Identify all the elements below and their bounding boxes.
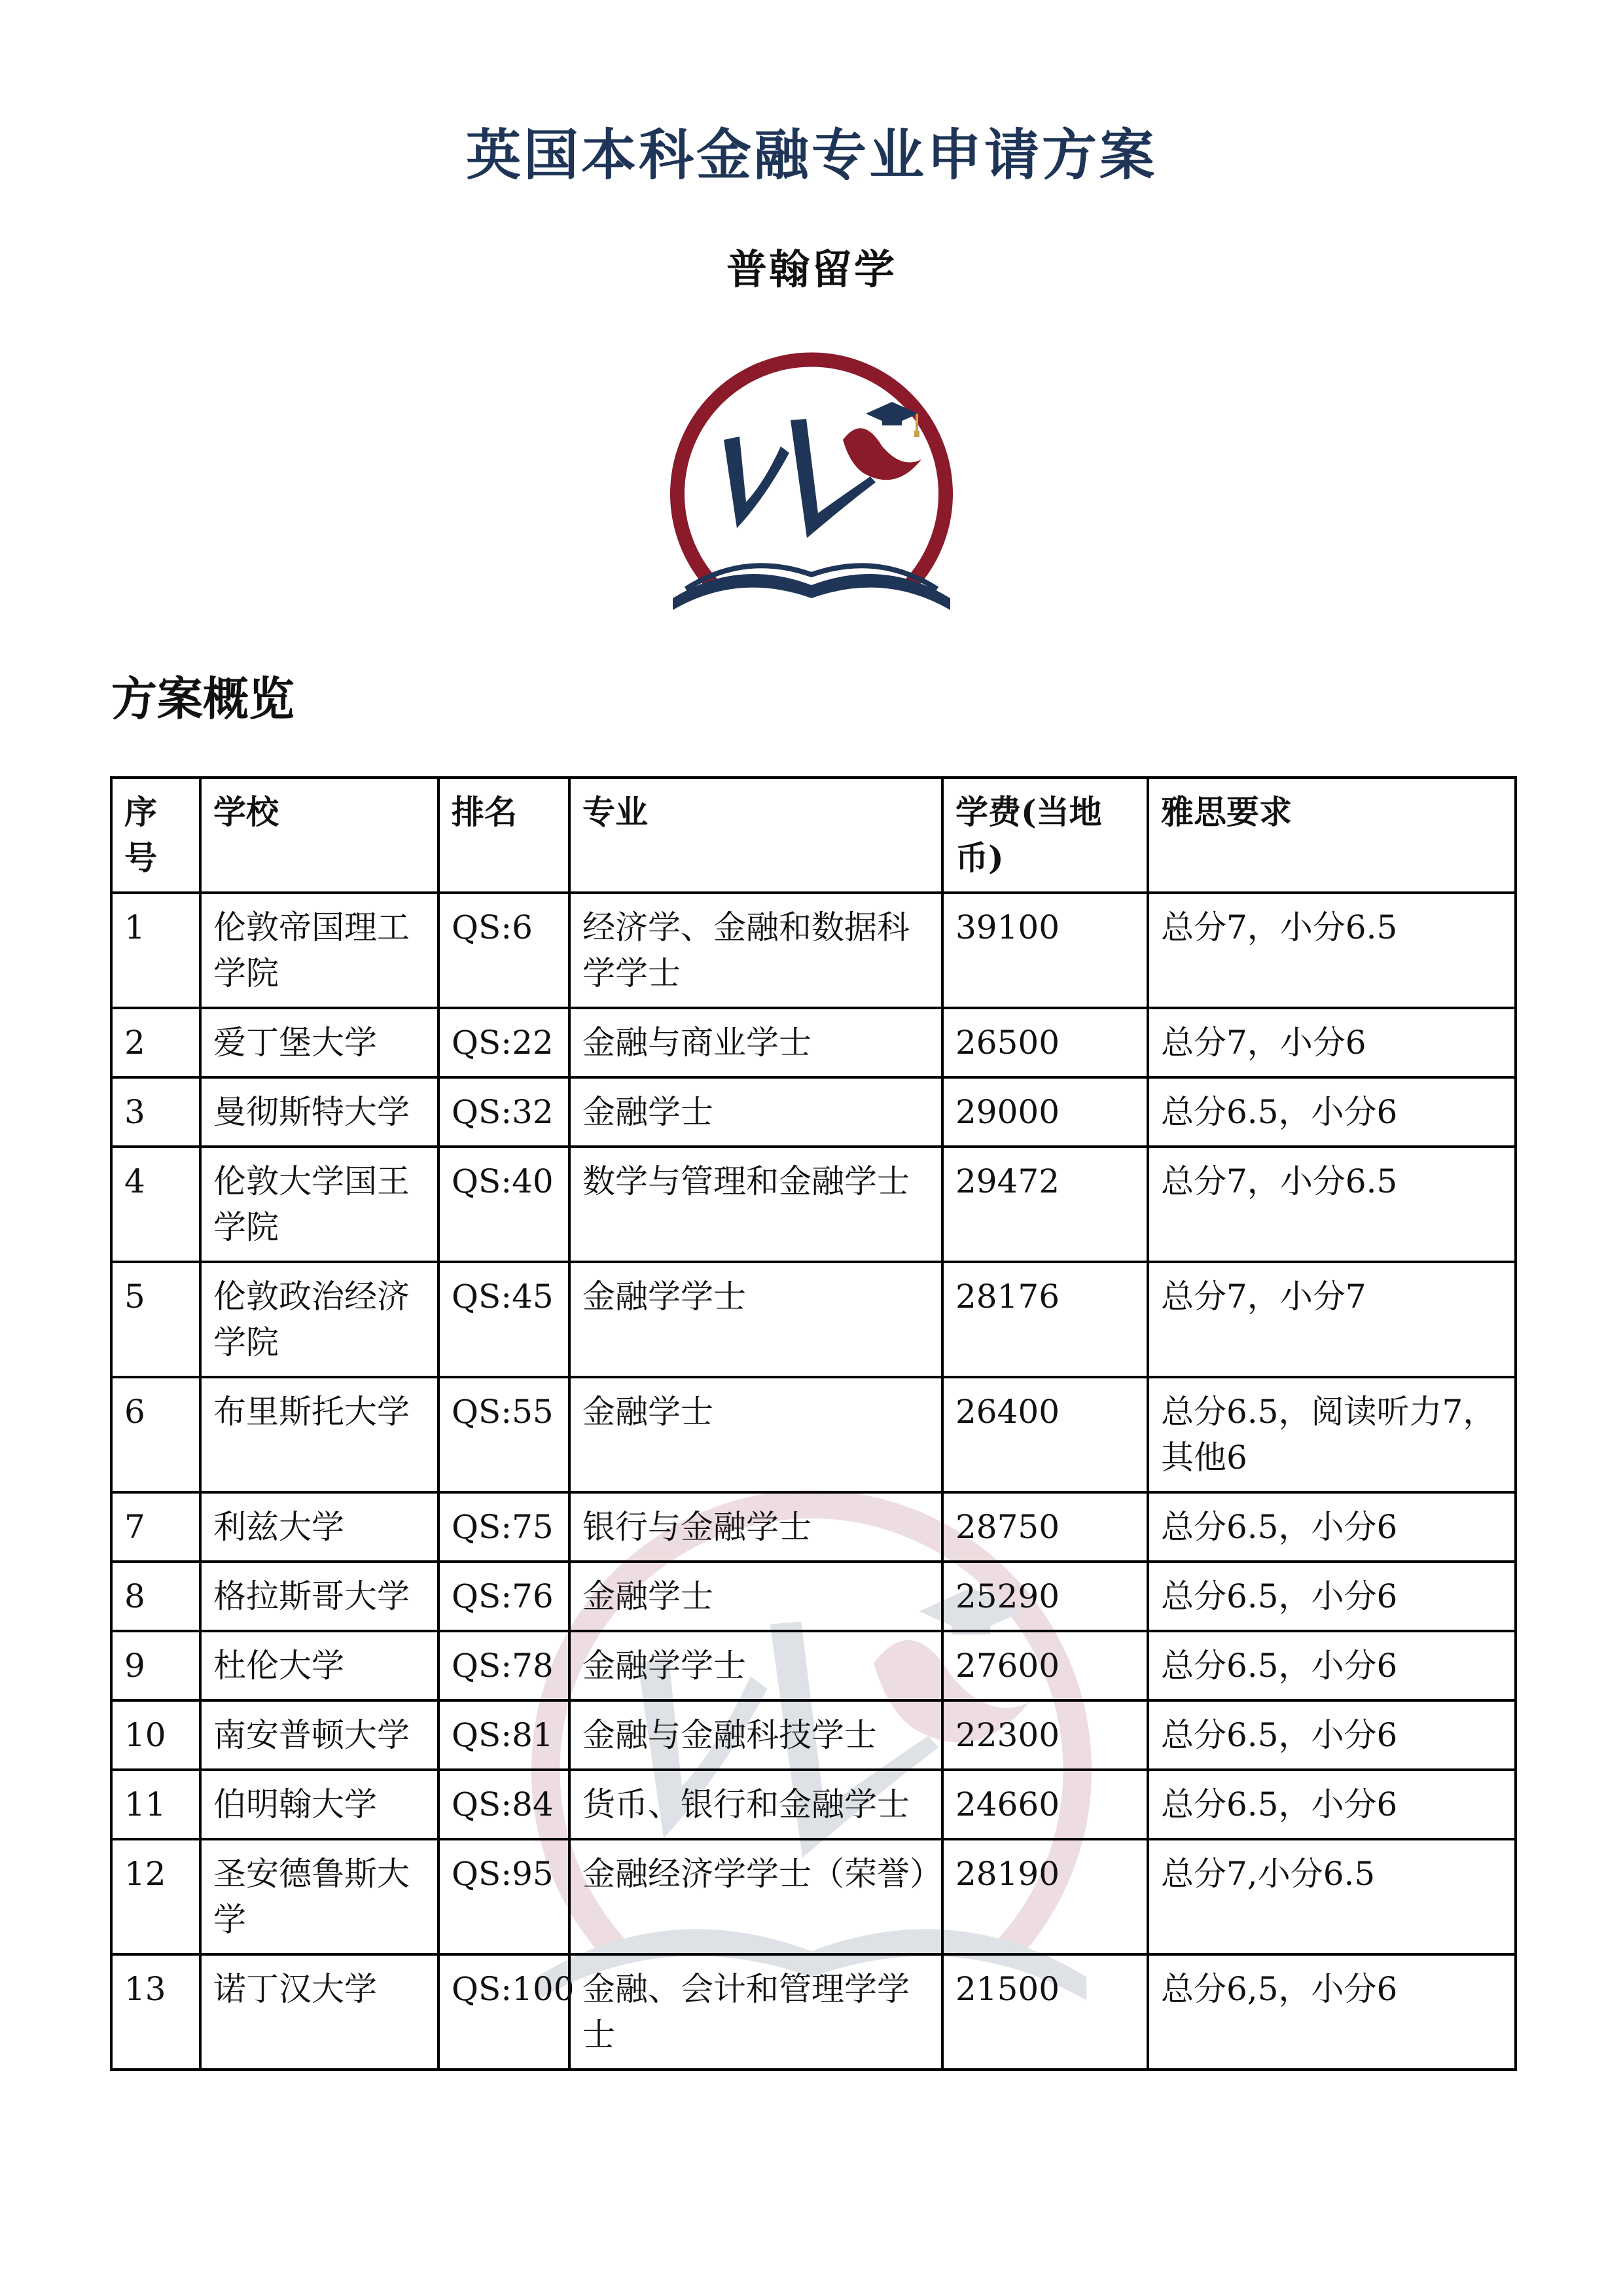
- cell-ielts: 总分7，小分7: [1148, 1262, 1516, 1377]
- cell-school: 南安普顿大学: [200, 1700, 438, 1770]
- column-header-school: 学校: [200, 778, 438, 893]
- cell-index: 12: [111, 1839, 200, 1954]
- column-header-major: 专业: [569, 778, 942, 893]
- cell-ielts: 总分6.5，小分6: [1148, 1631, 1516, 1700]
- cell-index: 3: [111, 1077, 200, 1147]
- column-header-index: 序号: [111, 778, 200, 893]
- cell-ielts: 总分6.5，小分6: [1148, 1700, 1516, 1770]
- cell-tuition: 22300: [942, 1700, 1148, 1770]
- cell-rank: QS:75: [438, 1492, 569, 1562]
- cell-index: 2: [111, 1008, 200, 1077]
- cell-rank: QS:76: [438, 1562, 569, 1631]
- cell-rank: QS:40: [438, 1147, 569, 1262]
- cell-major: 金融、会计和管理学学士: [569, 1954, 942, 2070]
- cell-tuition: 29000: [942, 1077, 1148, 1147]
- cell-school: 伦敦帝国理工学院: [200, 893, 438, 1008]
- cell-tuition: 27600: [942, 1631, 1148, 1700]
- column-header-rank: 排名: [438, 778, 569, 893]
- cell-tuition: 39100: [942, 893, 1148, 1008]
- agency-name: 普翰留学: [726, 245, 897, 293]
- cell-school: 格拉斯哥大学: [200, 1562, 438, 1631]
- cell-rank: QS:78: [438, 1631, 569, 1700]
- table-row: [111, 1077, 1516, 1147]
- table-body: [111, 893, 1516, 2070]
- cell-index: 5: [111, 1262, 200, 1377]
- cell-rank: QS:95: [438, 1839, 569, 1954]
- column-header-tuition: 学费(当地币): [942, 778, 1148, 893]
- cell-tuition: 26500: [942, 1008, 1148, 1077]
- cell-major: 经济学、金融和数据科学学士: [569, 893, 942, 1008]
- cell-school: 曼彻斯特大学: [200, 1077, 438, 1147]
- cell-rank: QS:100: [438, 1954, 569, 2070]
- column-header-ielts: 雅思要求: [1148, 778, 1516, 893]
- cell-school: 爱丁堡大学: [200, 1008, 438, 1077]
- overview-table: [110, 776, 1517, 2071]
- cell-ielts: 总分7,小分6.5: [1148, 1839, 1516, 1954]
- cell-school: 杜伦大学: [200, 1631, 438, 1700]
- table-row: [111, 1008, 1516, 1077]
- cell-ielts: 总分7，小分6: [1148, 1008, 1516, 1077]
- table-row: [111, 1839, 1516, 1954]
- cell-tuition: 28176: [942, 1262, 1148, 1377]
- cell-ielts: 总分6.5，小分6: [1148, 1562, 1516, 1631]
- cell-index: 6: [111, 1377, 200, 1492]
- cell-index: 4: [111, 1147, 200, 1262]
- table-header-row: [111, 778, 1516, 893]
- cell-school: 伦敦政治经济学院: [200, 1262, 438, 1377]
- table-row: [111, 1262, 1516, 1377]
- cell-index: 7: [111, 1492, 200, 1562]
- cell-major: 金融与商业学士: [569, 1008, 942, 1077]
- cell-tuition: 24660: [942, 1770, 1148, 1839]
- cell-school: 诺丁汉大学: [200, 1954, 438, 2070]
- cell-index: 13: [111, 1954, 200, 2070]
- table-row: [111, 1770, 1516, 1839]
- cell-major: 金融经济学学士（荣誉）: [569, 1839, 942, 1954]
- cell-index: 9: [111, 1631, 200, 1700]
- cell-rank: QS:6: [438, 893, 569, 1008]
- cell-major: 货币、银行和金融学士: [569, 1770, 942, 1839]
- cell-ielts: 总分6.5，阅读听力7，其他6: [1148, 1377, 1516, 1492]
- cell-rank: QS:81: [438, 1700, 569, 1770]
- table-row: [111, 1377, 1516, 1492]
- cell-rank: QS:55: [438, 1377, 569, 1492]
- table-row: [111, 1492, 1516, 1562]
- cell-rank: QS:22: [438, 1008, 569, 1077]
- cell-major: 金融学士: [569, 1077, 942, 1147]
- cell-major: 金融与金融科技学士: [569, 1700, 942, 1770]
- cell-index: 10: [111, 1700, 200, 1770]
- cell-ielts: 总分6.5，小分6: [1148, 1492, 1516, 1562]
- table-row: [111, 1147, 1516, 1262]
- cell-tuition: 21500: [942, 1954, 1148, 2070]
- cell-rank: QS:84: [438, 1770, 569, 1839]
- cell-school: 布里斯托大学: [200, 1377, 438, 1492]
- cell-ielts: 总分6,5，小分6: [1148, 1954, 1516, 2070]
- table-row: [111, 1631, 1516, 1700]
- cell-school: 圣安德鲁斯大学: [200, 1839, 438, 1954]
- table-row: [111, 1954, 1516, 2070]
- cell-index: 11: [111, 1770, 200, 1839]
- cell-major: 银行与金融学士: [569, 1492, 942, 1562]
- cell-index: 8: [111, 1562, 200, 1631]
- cell-index: 1: [111, 893, 200, 1008]
- cell-tuition: 26400: [942, 1377, 1148, 1492]
- cell-school: 伦敦大学国王学院: [200, 1147, 438, 1262]
- document-title: 英国本科金融专业申请方案: [465, 122, 1157, 187]
- cell-ielts: 总分7，小分6.5: [1148, 1147, 1516, 1262]
- cell-rank: QS:45: [438, 1262, 569, 1377]
- cell-major: 金融学士: [569, 1377, 942, 1492]
- cell-ielts: 总分6.5，小分6: [1148, 1770, 1516, 1839]
- cell-tuition: 29472: [942, 1147, 1148, 1262]
- cell-school: 利兹大学: [200, 1492, 438, 1562]
- cell-rank: QS:32: [438, 1077, 569, 1147]
- cell-tuition: 28190: [942, 1839, 1148, 1954]
- cell-school: 伯明翰大学: [200, 1770, 438, 1839]
- section-heading: 方案概览: [111, 672, 294, 726]
- table-row: [111, 1700, 1516, 1770]
- cell-ielts: 总分7，小分6.5: [1148, 893, 1516, 1008]
- cell-major: 数学与管理和金融学士: [569, 1147, 942, 1262]
- table-row: [111, 1562, 1516, 1631]
- puhan-logo-icon: [666, 342, 957, 617]
- cell-major: 金融学士: [569, 1562, 942, 1631]
- cell-major: 金融学学士: [569, 1262, 942, 1377]
- cell-major: 金融学学士: [569, 1631, 942, 1700]
- table-row: [111, 893, 1516, 1008]
- cell-tuition: 25290: [942, 1562, 1148, 1631]
- cell-tuition: 28750: [942, 1492, 1148, 1562]
- cell-ielts: 总分6.5，小分6: [1148, 1077, 1516, 1147]
